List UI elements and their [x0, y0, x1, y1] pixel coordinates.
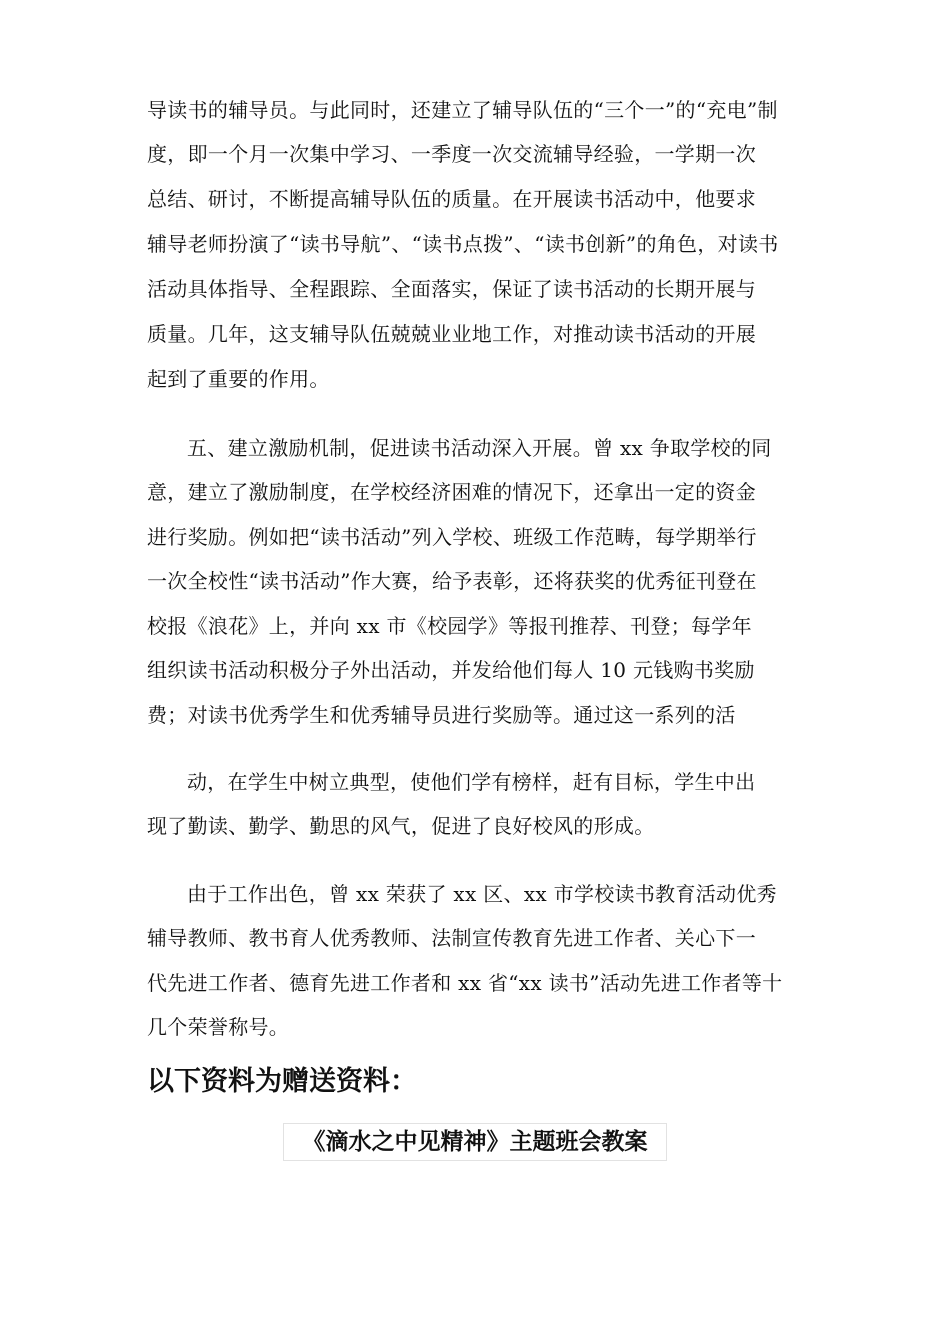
lesson-title: 《滴水之中见精神》主题班会教案: [283, 1123, 667, 1161]
text-line: 总结、研讨，不断提高辅导队伍的质量。在开展读书活动中，他要求: [147, 187, 756, 211]
text-line: 费；对读书优秀学生和优秀辅导员进行奖励等。通过这一系列的活: [147, 703, 736, 727]
text-line: 代先进工作者、德育先进工作者和 xx 省“xx 读书”活动先进工作者等十: [147, 971, 783, 995]
text-line: 意，建立了激励制度，在学校经济困难的情况下，还拿出一定的资金: [147, 480, 756, 504]
text-line: 活动具体指导、全程跟踪、全面落实，保证了读书活动的长期开展与: [147, 277, 756, 301]
text-line: 校报《浪花》上，并向 xx 市《校园学》等报刊推荐、刊登；每学年: [147, 614, 752, 638]
text-line: 现了勤读、勤学、勤思的风气，促进了良好校风的形成。: [147, 814, 655, 838]
text-line: 组织读书活动积极分子外出活动，并发给他们每人 10 元钱购书奖励: [147, 658, 755, 682]
text-line: 辅导教师、教书育人优秀教师、法制宣传教育先进工作者、关心下一: [147, 926, 756, 950]
text-line: 由于工作出色，曾 xx 荣获了 xx 区、xx 市学校读书教育活动优秀: [187, 882, 777, 906]
bonus-heading: 以下资料为赠送资料：: [147, 1066, 417, 1097]
text-line: 进行奖励。例如把“读书活动”列入学校、班级工作范畴，每学期举行: [147, 525, 757, 549]
text-line: 几个荣誉称号。: [147, 1015, 290, 1039]
text-line: 质量。几年，这支辅导队伍兢兢业业地工作，对推动读书活动的开展: [147, 322, 756, 346]
text-line: 五、建立激励机制，促进读书活动深入开展。曾 xx 争取学校的同: [187, 436, 772, 460]
text-line: 动，在学生中树立典型，使他们学有榜样，赶有目标，学生中出: [187, 770, 756, 794]
text-line: 一次全校性“读书活动”作大赛，给予表彰，还将获奖的优秀征刊登在: [147, 569, 757, 593]
text-line: 起到了重要的作用。: [147, 367, 330, 391]
text-line: 辅导老师扮演了“读书导航”、“读书点拨”、“读书创新”的角色，对读书: [147, 232, 779, 256]
text-line: 导读书的辅导员。与此同时，还建立了辅导队伍的“三个一”的“充电”制: [147, 98, 778, 122]
text-line: 度，即一个月一次集中学习、一季度一次交流辅导经验，一学期一次: [147, 142, 756, 166]
